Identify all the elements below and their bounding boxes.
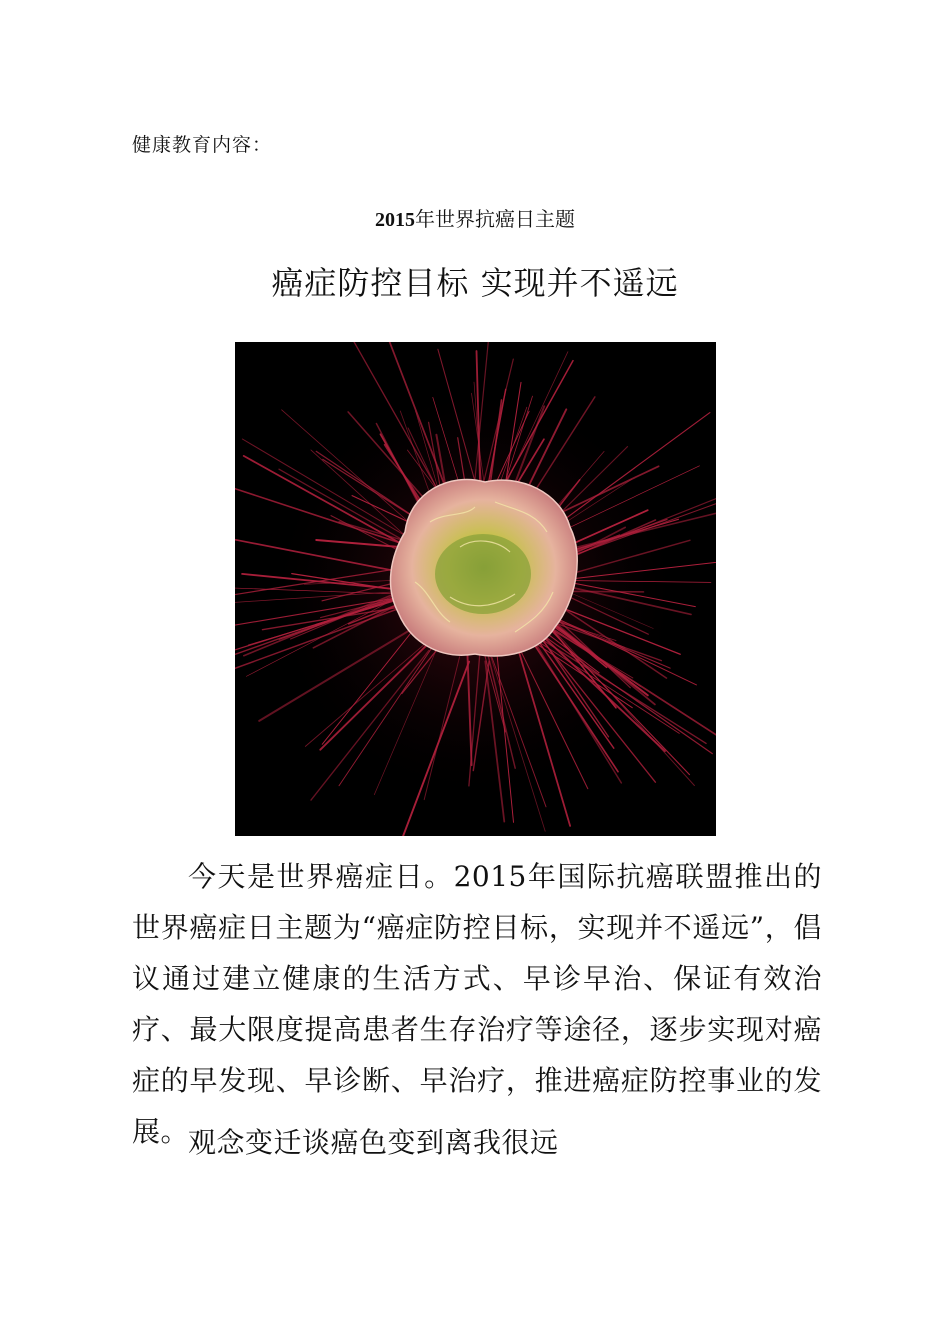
theme-headline: 癌症防控目标 实现并不遥远 [271,264,679,302]
cancer-cell-image [235,342,716,836]
cell-body [391,479,578,655]
cancer-cell-illustration [235,342,716,836]
subtitle-year: 2015 [375,209,415,231]
content-label: 健康教育内容： [132,134,273,156]
subtitle-text: 年世界抗癌日主题 [415,207,575,231]
theme-subtitle [0,203,950,232]
section-heading: 观念变迁谈癌色变到离我很远 [188,1126,559,1159]
cell-core [435,534,531,614]
intro-paragraph: 今天是世界癌症日。2015年国际抗癌联盟推出的世界癌症日主题为“癌症防控目标，实现并不遥远”，倡议通过建立健康的生活方式、早诊早治、保证有效治疗、最大限度提高患者生存治疗等途径，逐步实现对癌症的早发现、早诊断、早治疗，推进癌症防控事业的发展。 [132,860,822,1148]
